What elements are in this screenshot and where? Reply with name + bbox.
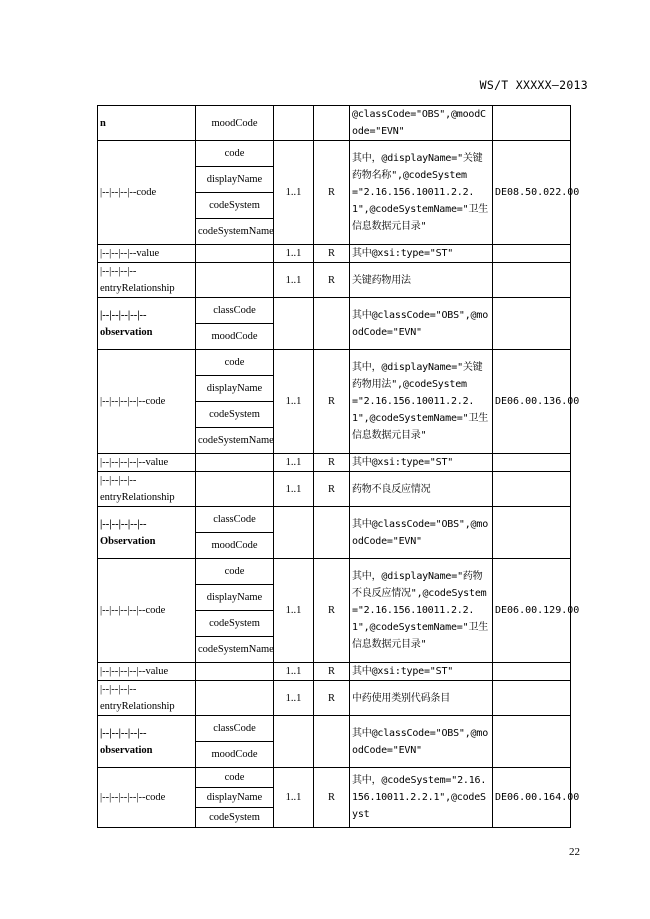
table-row [98, 245, 571, 263]
element-name-cell: n [98, 106, 196, 141]
cardinality-cell: 1..1 [274, 245, 314, 263]
data-element-ref-cell [493, 106, 571, 141]
data-element-ref-cell [493, 681, 571, 716]
data-element-ref-cell [493, 454, 571, 472]
attribute-cell: moodCode [196, 742, 274, 768]
description-cell: 其中@classCode="OBS",@moodCode="EVN" [350, 298, 493, 350]
element-name-cell: |--|--|--|--|--code [98, 559, 196, 663]
table-row [98, 141, 571, 167]
cardinality-cell: 1..1 [274, 768, 314, 828]
conformance-cell: R [314, 472, 350, 507]
description-cell: 其中@classCode="OBS",@moodCode="EVN" [350, 507, 493, 559]
table-row [98, 716, 571, 742]
table-row [98, 350, 571, 376]
attribute-cell: codeSystem [196, 808, 274, 828]
attribute-cell: codeSystem [196, 402, 274, 428]
table-row [98, 298, 571, 324]
element-name-cell: |--|--|--|--|--code [98, 350, 196, 454]
description-cell: 其中@xsi:type="ST" [350, 245, 493, 263]
attribute-cell: displayName [196, 376, 274, 402]
attribute-cell: displayName [196, 585, 274, 611]
conformance-cell: R [314, 245, 350, 263]
attribute-cell: code [196, 559, 274, 585]
cardinality-cell: 1..1 [274, 263, 314, 298]
description-cell: 药物不良反应情况 [350, 472, 493, 507]
cardinality-cell [274, 106, 314, 141]
conformance-cell [314, 298, 350, 350]
attribute-cell: classCode [196, 716, 274, 742]
element-name-cell: |--|--|--|--|--value [98, 454, 196, 472]
table-row [98, 472, 571, 507]
attribute-cell: codeSystemName [196, 428, 274, 454]
conformance-cell: R [314, 768, 350, 828]
description-cell: 其中，@displayName="关键药物用法",@codeSystem="2.16.156.10011.2.2.1",@codeSystemName="卫生信息数据元目录" [350, 350, 493, 454]
spec-table [97, 105, 580, 828]
data-element-ref-cell [493, 716, 571, 768]
attribute-cell [196, 245, 274, 263]
element-name-cell: |--|--|--|--entryRelationship [98, 263, 196, 298]
data-element-ref-cell: DE06.00.164.00 [493, 768, 571, 828]
description-cell: 其中@xsi:type="ST" [350, 454, 493, 472]
attribute-cell: moodCode [196, 106, 274, 141]
cardinality-cell: 1..1 [274, 663, 314, 681]
cardinality-cell [274, 298, 314, 350]
data-element-ref-cell [493, 507, 571, 559]
element-name-cell: |--|--|--|--|--observation [98, 716, 196, 768]
data-element-ref-cell: DE08.50.022.00 [493, 141, 571, 245]
conformance-cell [314, 106, 350, 141]
attribute-cell: moodCode [196, 533, 274, 559]
cardinality-cell: 1..1 [274, 472, 314, 507]
attribute-cell [196, 681, 274, 716]
attribute-cell [196, 454, 274, 472]
data-element-ref-cell [493, 298, 571, 350]
element-name-cell: |--|--|--|--value [98, 245, 196, 263]
element-name-cell: |--|--|--|--|--Observation [98, 507, 196, 559]
table-row [98, 454, 571, 472]
data-element-ref-cell: DE06.00.136.00 [493, 350, 571, 454]
element-name-cell: |--|--|--|--entryRelationship [98, 472, 196, 507]
description-cell: 其中@classCode="OBS",@moodCode="EVN" [350, 716, 493, 768]
cardinality-cell: 1..1 [274, 141, 314, 245]
cardinality-cell [274, 716, 314, 768]
attribute-cell: code [196, 350, 274, 376]
description-cell: 其中，@codeSystem="2.16.156.10011.2.2.1",@codeSyst [350, 768, 493, 828]
table-row [98, 507, 571, 533]
element-name-cell: |--|--|--|--code [98, 141, 196, 245]
conformance-cell: R [314, 263, 350, 298]
spec-table-body [98, 106, 580, 828]
data-element-ref-cell [493, 472, 571, 507]
conformance-cell: R [314, 454, 350, 472]
cardinality-cell: 1..1 [274, 681, 314, 716]
attribute-cell: codeSystem [196, 611, 274, 637]
attribute-cell [196, 472, 274, 507]
conformance-cell: R [314, 141, 350, 245]
table-row [98, 663, 571, 681]
table-row [98, 263, 571, 298]
conformance-cell: R [314, 559, 350, 663]
cardinality-cell: 1..1 [274, 454, 314, 472]
table-row [98, 106, 571, 141]
conformance-cell: R [314, 681, 350, 716]
cardinality-cell: 1..1 [274, 350, 314, 454]
element-name-cell: |--|--|--|--|--code [98, 768, 196, 828]
table-row [98, 559, 571, 585]
cardinality-cell: 1..1 [274, 559, 314, 663]
attribute-cell: classCode [196, 298, 274, 324]
attribute-cell [196, 263, 274, 298]
attribute-cell: code [196, 141, 274, 167]
description-cell: @classCode="OBS",@moodCode="EVN" [350, 106, 493, 141]
cardinality-cell [274, 507, 314, 559]
attribute-cell [196, 663, 274, 681]
conformance-cell [314, 507, 350, 559]
description-cell: 中药使用类别代码条目 [350, 681, 493, 716]
description-cell: 关键药物用法 [350, 263, 493, 298]
conformance-cell: R [314, 350, 350, 454]
table-row [98, 768, 571, 788]
attribute-cell: code [196, 768, 274, 788]
document-code-header: WS/T XXXXX—2013 [479, 78, 588, 92]
description-cell: 其中@xsi:type="ST" [350, 663, 493, 681]
attribute-cell: moodCode [196, 324, 274, 350]
attribute-cell: codeSystemName [196, 637, 274, 663]
data-element-ref-cell: DE06.00.129.00 [493, 559, 571, 663]
element-name-cell: |--|--|--|--|--value [98, 663, 196, 681]
conformance-cell [314, 716, 350, 768]
conformance-cell: R [314, 663, 350, 681]
table-row [98, 681, 571, 716]
data-element-ref-cell [493, 245, 571, 263]
data-element-ref-cell [493, 263, 571, 298]
attribute-cell: codeSystem [196, 193, 274, 219]
attribute-cell: displayName [196, 167, 274, 193]
element-name-cell: |--|--|--|--entryRelationship [98, 681, 196, 716]
attribute-cell: codeSystemName [196, 219, 274, 245]
attribute-cell: displayName [196, 788, 274, 808]
description-cell: 其中，@displayName="关键药物名称",@codeSystem="2.16.156.10011.2.2.1",@codeSystemName="卫生信息数据元目录" [350, 141, 493, 245]
description-cell: 其中，@displayName="药物不良反应情况",@codeSystem="2.16.156.10011.2.2.1",@codeSystemName="卫生信息数据元目录" [350, 559, 493, 663]
attribute-cell: classCode [196, 507, 274, 533]
page-number: 22 [569, 846, 580, 858]
element-name-cell: |--|--|--|--|--observation [98, 298, 196, 350]
data-element-ref-cell [493, 663, 571, 681]
